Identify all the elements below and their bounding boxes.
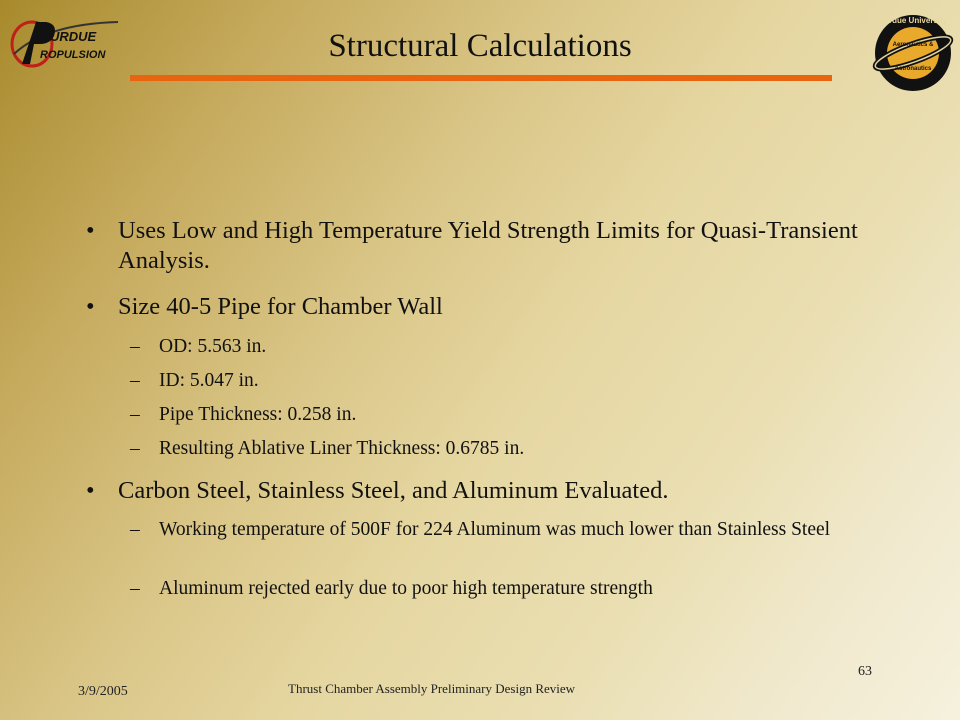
logo-right-text-3: Astronautics bbox=[894, 66, 932, 72]
footer-presentation-title: Thrust Chamber Assembly Preliminary Design Review bbox=[288, 681, 576, 696]
bullet-text: Uses Low and High Temperature Yield Strength Limits for Quasi-Transient Analysis. bbox=[118, 217, 858, 274]
sub-bullet-text: Aluminum rejected early due to poor high temperature strength bbox=[159, 578, 653, 599]
logo-right-text-2: Aeronautics & bbox=[892, 42, 934, 48]
sub-bullet-marker: – bbox=[130, 404, 140, 425]
bullet-text: Size 40-5 Pipe for Chamber Wall bbox=[118, 293, 443, 320]
sub-bullet-text: Pipe Thickness: 0.258 in. bbox=[159, 404, 357, 425]
slide-title: Structural Calculations bbox=[328, 28, 632, 64]
bullet-marker: • bbox=[86, 217, 95, 244]
sub-bullet-text: Working temperature of 500F for 224 Aluminum was much lower than Stainless Steel bbox=[159, 519, 831, 540]
sub-bullet-marker: – bbox=[130, 578, 140, 599]
sub-bullet-text: Resulting Ablative Liner Thickness: 0.6785 in. bbox=[159, 438, 525, 459]
logo-left-text-2: ROPULSION bbox=[40, 49, 106, 61]
logo-left-text-1: URDUE bbox=[50, 29, 97, 44]
sub-bullet-marker: – bbox=[130, 438, 140, 459]
sub-bullet-text: OD: 5.563 in. bbox=[159, 336, 267, 357]
sub-bullet-marker: – bbox=[130, 336, 140, 357]
logo-right-text-1: Purdue University bbox=[878, 16, 948, 25]
sub-bullet-marker: – bbox=[130, 370, 140, 391]
sub-bullet-marker: – bbox=[130, 519, 140, 540]
footer-date: 3/9/2005 bbox=[78, 684, 128, 699]
bullet-marker: • bbox=[86, 477, 95, 504]
sub-bullet-text: ID: 5.047 in. bbox=[159, 370, 259, 391]
bullet-marker: • bbox=[86, 293, 95, 320]
bullet-text: Carbon Steel, Stainless Steel, and Aluminum Evaluated. bbox=[118, 477, 669, 504]
slide-number: 63 bbox=[858, 664, 872, 679]
